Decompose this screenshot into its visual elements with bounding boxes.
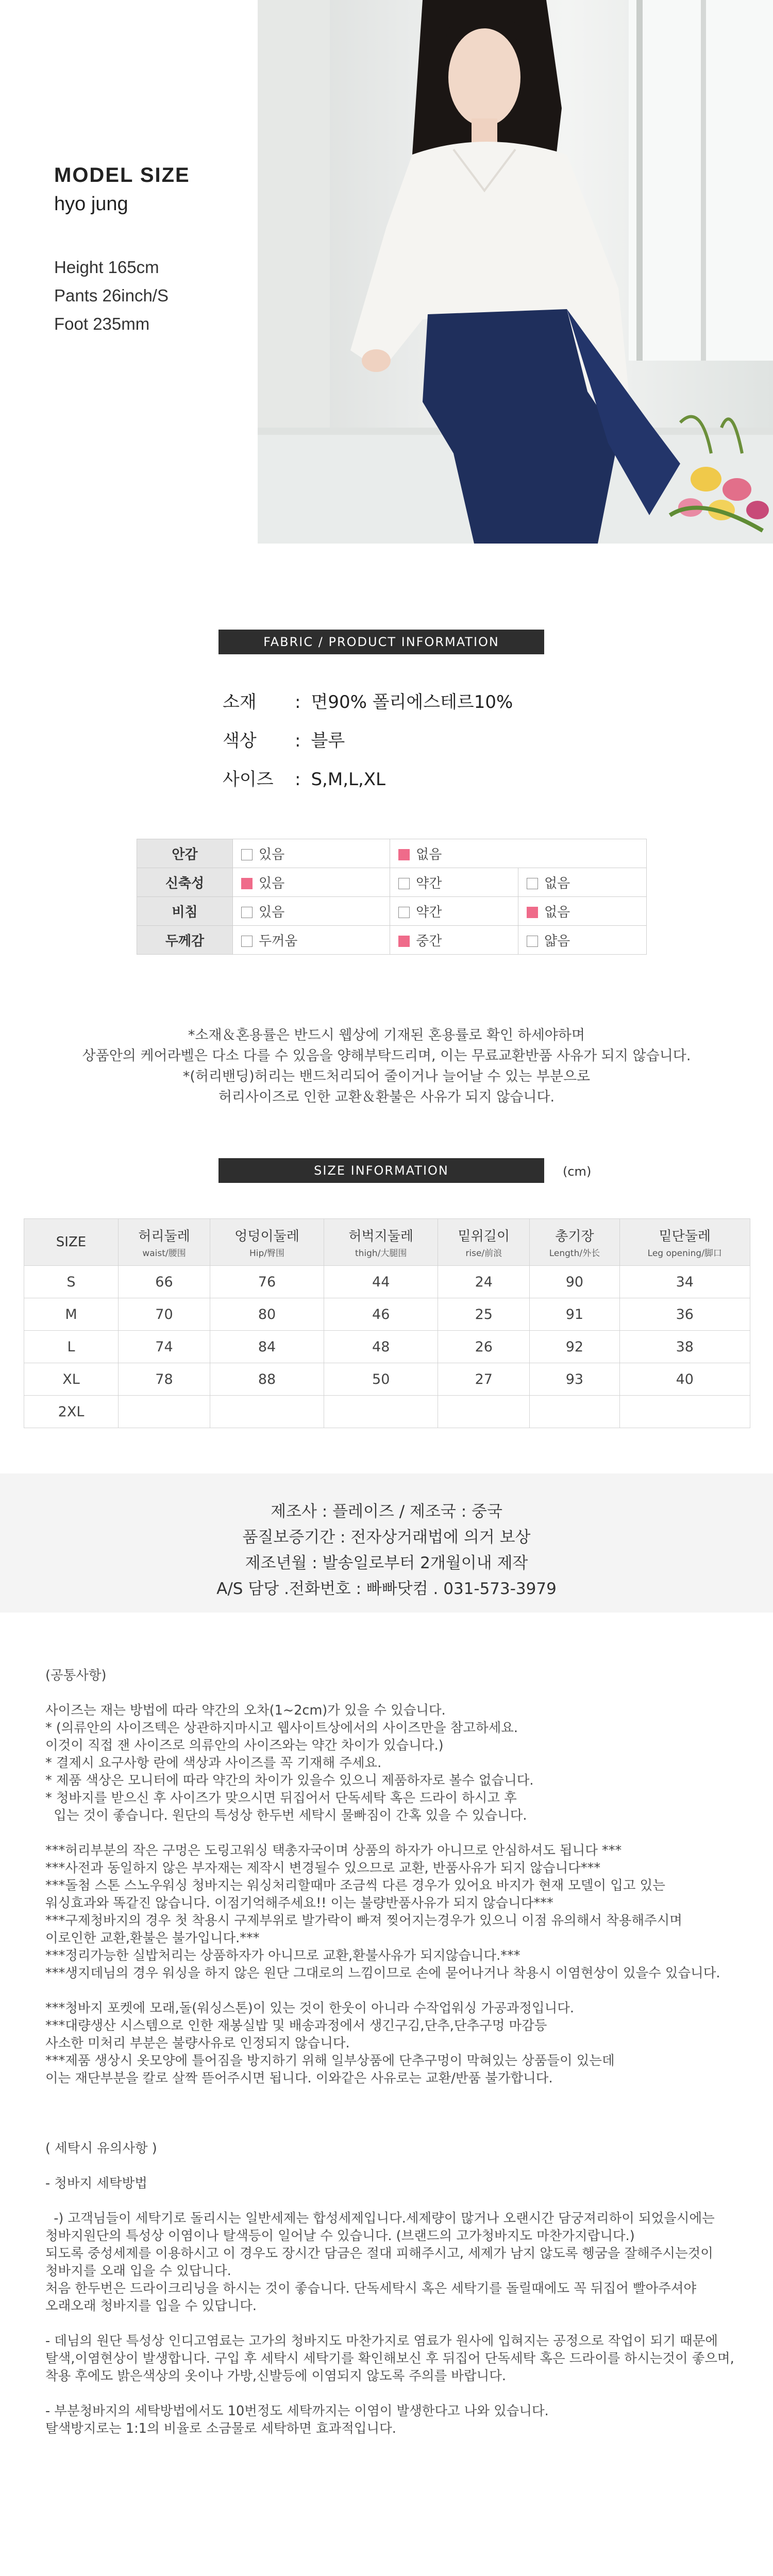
- property-option-text: 약간: [416, 905, 442, 920]
- size-value: 40: [619, 1363, 750, 1396]
- unchecked-box-icon: [527, 878, 538, 889]
- size-label: XL: [24, 1363, 119, 1396]
- size-value: 78: [119, 1363, 210, 1396]
- size-column-en: Hip/臀围: [249, 1248, 285, 1259]
- size-column-ko: 밑위길이: [458, 1229, 510, 1244]
- property-label: 비침: [137, 897, 233, 926]
- size-value: 88: [210, 1363, 324, 1396]
- size-value: 66: [119, 1266, 210, 1298]
- size-header-label: SIZE: [24, 1219, 119, 1266]
- property-option: [233, 839, 390, 868]
- care-line: 되도록 중성세제를 이용하시고 이 경우도 장시간 담금은 절대 피해주시고, 세제가 남지 않도록 헹굼을 잘해주시는것이: [45, 2246, 713, 2261]
- care-line: ( 세탁시 유의사항 ): [45, 2141, 157, 2156]
- size-value: 50: [324, 1363, 438, 1396]
- care-line: 이것이 직접 잰 사이즈로 의류안의 사이즈와는 약간 차이가 있습니다.): [45, 1738, 444, 1753]
- care-line: - 데님의 원단 특성상 인디고염료는 고가의 청바지도 마찬가지로 염료가 원사에 입혀지는 공정으로 작업이 되기 때문에: [45, 2333, 718, 2349]
- size-section-title: SIZE INFORMATION: [219, 1158, 544, 1183]
- care-line: 사이즈는 재는 방법에 따라 약간의 오차(1~2cm)가 있을 수 있습니다.: [45, 1703, 446, 1718]
- size-value: 80: [210, 1298, 324, 1331]
- unchecked-box-icon: [527, 936, 538, 947]
- property-option: [390, 897, 518, 926]
- size-label: M: [24, 1298, 119, 1331]
- property-option: [390, 868, 518, 897]
- fabric-property-table: [137, 839, 647, 955]
- size-row: [24, 1298, 750, 1331]
- size-column-en: waist/腰围: [142, 1248, 186, 1259]
- model-size-title: MODEL SIZE: [54, 164, 190, 187]
- size-label: S: [24, 1266, 119, 1298]
- notice-line: 상품안의 케어라벨은 다소 다를 수 있음을 양해부탁드리며, 이는 무료교환반품 사유가 되지 않습니다.: [82, 1048, 691, 1064]
- care-line: [45, 1982, 734, 1999]
- size-value: 36: [619, 1298, 750, 1331]
- care-line: 청바지를 오래 입을 수 있답니다.: [45, 2263, 231, 2279]
- care-line: [45, 2385, 734, 2402]
- model-foot: Foot 235mm: [54, 314, 150, 333]
- size-value: 74: [119, 1331, 210, 1363]
- size-unit: (cm): [563, 1164, 592, 1179]
- size-column-ko: 밑단둘레: [659, 1229, 711, 1244]
- size-column-ko: 총기장: [555, 1229, 594, 1244]
- care-line: ***허리부분의 작은 구멍은 도링고워싱 택총자국이며 상품의 하자가 아니므로 안심하셔도 됩니다 ***: [45, 1843, 622, 1858]
- size-value: [324, 1396, 438, 1428]
- care-line: ***생지데님의 경우 워싱을 하지 않은 원단 그대로의 느낌이므로 손에 묻어나거나 착용시 이염현상이 있을수 있습니다.: [45, 1965, 720, 1981]
- size-column-en: rise/前浪: [465, 1248, 502, 1259]
- size-label: 2XL: [24, 1396, 119, 1428]
- care-line: ***정리가능한 실밥처리는 상품하자가 아니므로 교환,환불사유가 되지않습니다.***: [45, 1948, 520, 1963]
- size-value: [438, 1396, 530, 1428]
- care-line: * 제품 색상은 모니터에 따라 약간의 차이가 있을수 있으니 제품하자로 볼수 없습니다.: [45, 1773, 534, 1788]
- notice-line: 허리사이즈로 인한 교환＆환불은 사유가 되지 않습니다.: [218, 1089, 555, 1105]
- size-column-header: [119, 1219, 210, 1266]
- property-row: [137, 926, 647, 955]
- model-photo: [258, 0, 773, 544]
- fabric-label-color: 색상: [223, 731, 257, 751]
- care-line: 오래오래 청바지를 입을 수 있답니다.: [45, 2298, 257, 2314]
- care-line: 청바지원단의 특성상 이염이나 탈색등이 일어날 수 있습니다. (브랜드의 고가청바지도 마찬가지랍니다.): [45, 2228, 635, 2244]
- maker-info-line: 제조사 : 플레이즈 / 제조국 : 중국: [271, 1502, 502, 1521]
- property-option: [390, 839, 647, 868]
- unchecked-box-icon: [398, 907, 410, 918]
- fabric-row-size: 사이즈 : S,M,L,XL: [223, 765, 385, 790]
- property-option-text: 없음: [544, 876, 570, 891]
- care-line: [45, 2157, 734, 2175]
- property-option: [518, 868, 647, 897]
- size-value: 70: [119, 1298, 210, 1331]
- care-line: 이는 재단부분을 칼로 살짝 뜯어주시면 됩니다. 이와같은 사유로는 교환/반품 불가합니다.: [45, 2071, 553, 2086]
- property-option: [518, 926, 647, 955]
- property-option-text: 있음: [259, 905, 285, 920]
- size-value: 46: [324, 1298, 438, 1331]
- care-line: * 청바지를 받으신 후 사이즈가 맞으시면 뒤집어서 단독세탁 혹은 드라이 하시고 후: [45, 1790, 517, 1806]
- size-row: [24, 1396, 750, 1428]
- warranty-info-line: 품질보증기간 : 전자상거래법에 의거 보상: [242, 1528, 531, 1547]
- size-value: 92: [530, 1331, 619, 1363]
- care-line: 탈색,이염현상이 발생합니다. 구입 후 세탁시 세탁기를 확인해보신 후 뒤집어 단독세탁 혹은 드라이를 하시는것이 좋으며,: [45, 2351, 734, 2366]
- fabric-value-color: 블루: [311, 731, 345, 751]
- care-instructions: [45, 1667, 734, 2437]
- size-column-ko: 엉덩이둘레: [234, 1229, 299, 1244]
- care-line: ***돌첨 스톤 스노우워싱 청바지는 워싱처리할때마 조금씩 다른 경우가 있어요 바지가 현재 모델이 입고 있는: [45, 1878, 665, 1893]
- fabric-label-material: 소재: [223, 692, 257, 713]
- checked-box-icon: [527, 907, 538, 918]
- property-option: [233, 897, 390, 926]
- property-label: 신축성: [137, 868, 233, 897]
- size-value: 24: [438, 1266, 530, 1298]
- property-row: [137, 839, 647, 868]
- size-column-header: [619, 1219, 750, 1266]
- model-name: hyo jung: [54, 193, 128, 215]
- checked-box-icon: [398, 849, 410, 860]
- size-column-en: Length/外长: [549, 1248, 600, 1259]
- model-photo-illustration: [258, 0, 773, 544]
- property-option-text: 있음: [259, 847, 285, 862]
- size-value: [119, 1396, 210, 1428]
- property-option: [518, 897, 647, 926]
- checked-box-icon: [398, 936, 410, 947]
- care-line: 처음 한두번은 드라이크리닝을 하시는 것이 좋습니다. 단독세탁시 혹은 세탁기를 돌릴때에도 꼭 뒤집어 빨아주셔야: [45, 2281, 697, 2296]
- care-line: 워싱효과와 똑같진 않습니다. 이점기억해주세요!! 이는 불량반품사유가 되지 않습니다***: [45, 1895, 553, 1911]
- care-line: ***구제청바지의 경우 첫 착용시 구제부위로 발가락이 빠져 찢어지는경우가 있으니 이점 유의해서 착용해주시며: [45, 1913, 682, 1928]
- property-option-text: 얇음: [544, 934, 570, 949]
- fabric-label-size: 사이즈: [223, 769, 274, 790]
- checked-box-icon: [241, 878, 253, 889]
- care-line: * (의류안의 사이즈텍은 상관하지마시고 웹사이트상에서의 사이즈만을 참고하세요.: [45, 1720, 518, 1736]
- size-value: 26: [438, 1331, 530, 1363]
- size-value: 44: [324, 1266, 438, 1298]
- care-line: * 결제시 요구사항 란에 색상과 사이즈를 꼭 기재해 주세요.: [45, 1755, 382, 1771]
- size-value: 76: [210, 1266, 324, 1298]
- property-option-text: 중간: [416, 934, 442, 949]
- unchecked-box-icon: [241, 936, 253, 947]
- unchecked-box-icon: [241, 907, 253, 918]
- unchecked-box-icon: [241, 849, 253, 860]
- size-value: 27: [438, 1363, 530, 1396]
- unchecked-box-icon: [398, 878, 410, 889]
- care-line: 사소한 미처리 부분은 불량사유로 인정되지 않습니다.: [45, 2036, 350, 2051]
- size-row: [24, 1331, 750, 1363]
- size-value: 93: [530, 1363, 619, 1396]
- size-table: [24, 1218, 750, 1428]
- size-value: 84: [210, 1331, 324, 1363]
- size-value: [530, 1396, 619, 1428]
- fabric-value-size: S,M,L,XL: [311, 769, 385, 790]
- care-line: ***사전과 동일하지 않은 부자재는 제작시 변경될수 있으므로 교환, 반품사유가 되지 않습니다***: [45, 1860, 601, 1876]
- care-line: 입는 것이 좋습니다. 원단의 특성상 한두번 세탁시 물빠짐이 간혹 있을 수 있습니다.: [45, 1808, 527, 1823]
- model-height: Height 165cm: [54, 258, 159, 277]
- property-row: [137, 897, 647, 926]
- property-option-text: 없음: [544, 905, 570, 920]
- size-row: [24, 1266, 750, 1298]
- property-option: [233, 926, 390, 955]
- fabric-section-title: FABRIC / PRODUCT INFORMATION: [219, 630, 544, 654]
- size-column-header: [324, 1219, 438, 1266]
- care-line: -) 고객님들이 세탁기로 돌리시는 일반세제는 합성세제입니다.세제량이 많거나 오랜시간 담궁져리하이 되었을시에는: [45, 2211, 715, 2226]
- care-line: - 부분청바지의 세탁방법에서도 10번정도 세탁까지는 이염이 발생한다고 나와 있습니다.: [45, 2403, 549, 2419]
- property-label: 안감: [137, 839, 233, 868]
- property-option-text: 있음: [259, 876, 285, 891]
- size-value: 90: [530, 1266, 619, 1298]
- size-value: 91: [530, 1298, 619, 1331]
- care-line: [45, 2192, 734, 2210]
- fabric-row-color: 색상 : 블루: [223, 726, 345, 752]
- as-contact-line: A/S 담당 .전화번호 : 빠빠닷컴 . 031-573-3979: [216, 1580, 557, 1598]
- care-line: ***청바지 포켓에 모래,돌(워싱스톤)이 있는 것이 한웃이 아니라 수작업워싱 가공과정입니다.: [45, 2001, 574, 2016]
- size-row: [24, 1363, 750, 1396]
- property-option-text: 없음: [416, 847, 442, 862]
- size-value: 34: [619, 1266, 750, 1298]
- property-option: [390, 926, 518, 955]
- size-value: [619, 1396, 750, 1428]
- care-line: [45, 2087, 734, 2105]
- care-line: [45, 2105, 734, 2122]
- property-label: 두께감: [137, 926, 233, 955]
- care-line: [45, 2122, 734, 2140]
- care-line: [45, 1824, 734, 1842]
- care-line: ***제품 생상시 옷모양에 틀어짐을 방지하기 위해 일부상품에 단추구멍이 막혀있는 상품들이 있는데: [45, 2053, 615, 2069]
- property-option-text: 두꺼움: [259, 934, 298, 949]
- care-line: [45, 2315, 734, 2332]
- size-column-ko: 허벅지둘레: [348, 1229, 413, 1244]
- notice-line: *소재＆혼용률은 반드시 웹상에 기재된 혼용률로 확인 하세야하며: [188, 1027, 585, 1043]
- model-pants: Pants 26inch/S: [54, 286, 169, 305]
- fabric-notice: [0, 1025, 773, 1108]
- care-line: ***대량생산 시스템으로 인한 재봉실밥 및 배송과정에서 생긴구김,단추,단추구멍 마감등: [45, 2018, 547, 2033]
- size-value: [210, 1396, 324, 1428]
- size-column-header: [438, 1219, 530, 1266]
- size-column-en: Leg opening/脚口: [647, 1248, 722, 1259]
- size-column-en: thigh/大腿围: [355, 1248, 407, 1259]
- size-column-header: [530, 1219, 619, 1266]
- size-column-ko: 허리둘레: [138, 1229, 190, 1244]
- size-column-header: [210, 1219, 324, 1266]
- size-value: 38: [619, 1331, 750, 1363]
- care-line: - 청바지 세탁방법: [45, 2176, 147, 2191]
- fabric-value-material: 면90% 폴리에스테르10%: [311, 692, 513, 713]
- manufacture-date-line: 제조년월 : 발송일로부터 2개월이내 제작: [245, 1554, 528, 1572]
- notice-line: *(허리밴딩)허리는 밴드처리되어 줄이거나 늘어날 수 있는 부분으로: [182, 1069, 591, 1084]
- property-row: [137, 868, 647, 897]
- property-option-text: 약간: [416, 876, 442, 891]
- size-value: 25: [438, 1298, 530, 1331]
- care-line: 탈색방지로는 1:1의 비율로 소금물로 세탁하면 효과적입니다.: [45, 2421, 396, 2436]
- care-line: [45, 1684, 734, 1702]
- size-label: L: [24, 1331, 119, 1363]
- size-value: 48: [324, 1331, 438, 1363]
- care-line: 착용 후에도 밝은색상의 옷이나 가방,신발등에 이염되지 않도록 주의를 바랍니다.: [45, 2368, 506, 2384]
- property-option: [233, 868, 390, 897]
- care-line: 이로인한 교환,환불은 불가입니다.***: [45, 1930, 260, 1946]
- fabric-row-material: 소재 : 면90% 폴리에스테르10%: [223, 688, 513, 713]
- care-line: (공통사항): [45, 1668, 107, 1683]
